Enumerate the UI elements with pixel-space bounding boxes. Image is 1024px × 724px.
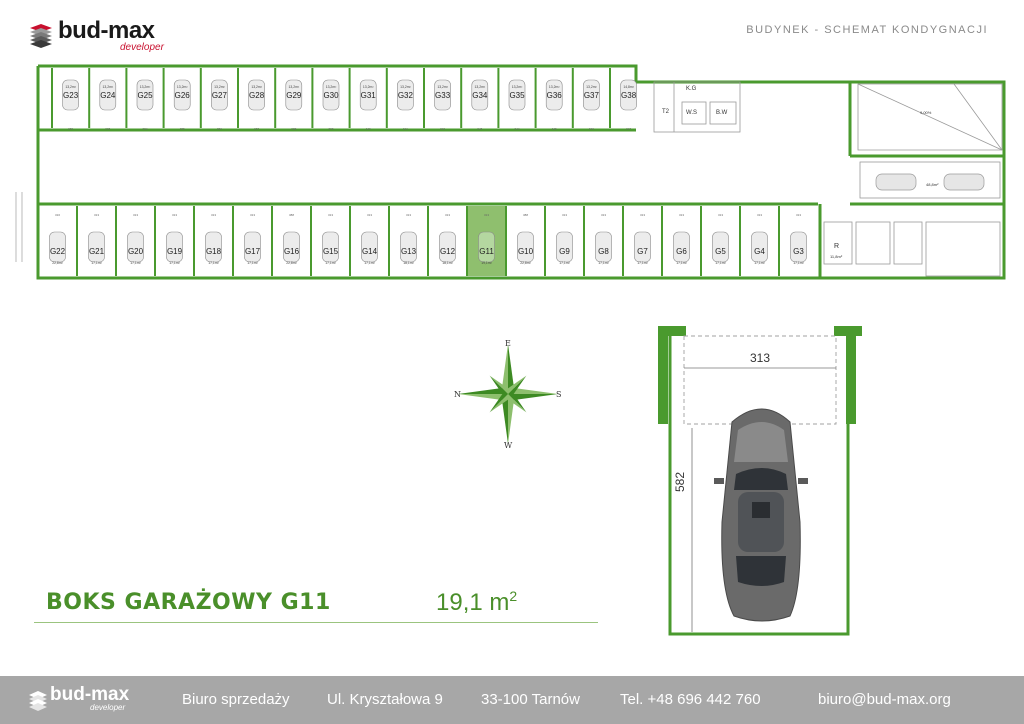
garage-area: 17,1m²: [637, 261, 648, 265]
box-area-value: 19,1 m: [436, 589, 510, 616]
garage-cell-g3: [779, 206, 807, 276]
garage-label: G23: [63, 91, 79, 100]
footer-email[interactable]: biuro@bud-max.org: [818, 691, 951, 708]
garage-area: 17,1m²: [130, 261, 141, 265]
garage-area: 18,1m²: [403, 261, 414, 265]
garage-label: G28: [249, 91, 265, 100]
garage-label: G34: [472, 91, 488, 100]
garage-area: 13,2m²: [362, 85, 374, 89]
garage-cell-g36: [536, 68, 563, 131]
garage-code: 235: [179, 127, 185, 131]
garage-code: 313: [327, 213, 334, 217]
garage-area: 17,1m²: [208, 261, 219, 265]
garage-width-dimension: 313: [749, 351, 771, 365]
garage-cell-g14: [350, 206, 378, 276]
footer-brand-name: bud-max: [50, 684, 130, 705]
garage-cell-g38: [610, 68, 637, 131]
garage-code: 244: [514, 127, 520, 131]
garage-cell-g7: [623, 206, 651, 276]
garage-area: 13,2m²: [65, 85, 76, 89]
garage-area: 13,2m²: [139, 85, 151, 89]
garage-code: 247: [626, 127, 632, 131]
compass-label-w: W: [504, 441, 513, 450]
garage-area: 17,1m²: [91, 261, 102, 265]
garage-code: 313: [444, 213, 451, 217]
garage-cell-g35: [498, 68, 525, 131]
garage-label: G8: [598, 247, 609, 256]
garage-code: 388: [522, 213, 529, 217]
garage-label: G22: [49, 247, 66, 256]
garage-cell-g20: [116, 206, 144, 276]
garage-label: G27: [211, 91, 227, 100]
garage-length-dimension: 582: [673, 471, 687, 493]
garage-area: 17,1m²: [559, 261, 570, 265]
room-r: R: [834, 243, 840, 250]
garage-area: 17,1m²: [754, 261, 765, 265]
garage-cell-g15: [311, 206, 339, 276]
garage-cell-g28: [238, 68, 265, 131]
garage-label: G21: [88, 247, 105, 256]
garage-cell-g22: [38, 206, 66, 276]
compass-label-e: E: [505, 339, 511, 348]
garage-cell-g17: [233, 206, 261, 276]
car-top-view-icon: [714, 409, 808, 621]
garage-cell-g16: [272, 206, 300, 276]
garage-label: G29: [286, 91, 302, 100]
garage-label: G13: [400, 247, 417, 256]
garage-cell-g26: [164, 68, 191, 131]
garage-label: G38: [621, 91, 637, 100]
garage-label: G15: [322, 247, 339, 256]
garage-code: 313: [600, 213, 607, 217]
garage-cell-g13: [389, 206, 417, 276]
floor-plan: [14, 62, 1006, 284]
garage-cell-g30: [312, 68, 339, 131]
garage-area: 17,1m²: [676, 261, 687, 265]
box-area: [436, 588, 517, 617]
garage-area: 17,1m²: [715, 261, 726, 265]
garage-area: 13,2m²: [474, 85, 486, 89]
footer-street: Ul. Kryształowa 9: [327, 691, 443, 708]
garage-code: 243: [477, 127, 483, 131]
garage-cell-g21: [77, 206, 105, 276]
page-header-title: BUDYNEK - SCHEMAT KONDYGNACJI: [746, 24, 988, 36]
garage-label: G24: [100, 91, 116, 100]
garage-code: 313: [132, 213, 139, 217]
room-t2: T2: [662, 109, 670, 115]
garage-cell-g8: [584, 206, 612, 276]
garage-code: 313: [405, 213, 412, 217]
room-ws: W.S: [686, 110, 698, 116]
garage-area: 18,1m²: [442, 261, 453, 265]
garage-code: 246: [588, 127, 594, 131]
garage-area: 17,1m²: [169, 261, 180, 265]
garage-cell-g23: [52, 68, 79, 131]
garage-cell-g19: [155, 206, 183, 276]
garage-code: 313: [561, 213, 568, 217]
box-title: BOKS GARAŻOWY G11: [46, 590, 331, 615]
garage-cell-g33: [424, 68, 451, 131]
garage-code: 313: [93, 213, 100, 217]
garage-area: 13,2m²: [511, 85, 523, 89]
garage-detail-plan: [652, 322, 866, 640]
garage-area: 14,8m²: [623, 85, 634, 89]
garage-label: G6: [676, 247, 687, 256]
garage-area: 17,1m²: [793, 261, 804, 265]
garage-label: G5: [715, 247, 726, 256]
garage-area: 17,1m²: [247, 261, 258, 265]
brand-logo: [28, 17, 178, 54]
compass-label-n: N: [454, 390, 461, 399]
footer-logo-mark-icon: [28, 690, 48, 712]
garage-code: 313: [366, 213, 373, 217]
right-garage-area: 48,8m²: [926, 182, 939, 187]
garage-area: 22,8m²: [520, 261, 531, 265]
garage-cell-g37: [573, 68, 600, 131]
garage-area: 13,2m²: [400, 85, 411, 89]
garage-cell-g24: [89, 68, 116, 131]
garage-area: 13,2m²: [586, 85, 597, 89]
garage-area: 17,1m²: [364, 261, 375, 265]
garage-code: 245: [551, 127, 557, 131]
box-area-unit-sup: 2: [509, 588, 518, 604]
garage-label: G25: [137, 91, 153, 100]
garage-cell-g27: [201, 68, 228, 131]
garage-label: G11: [479, 247, 494, 256]
garage-area: 13,2m²: [251, 85, 262, 89]
garage-label: G20: [127, 247, 144, 256]
garage-code: 240: [365, 127, 371, 131]
footer-logo: [28, 686, 138, 716]
garage-code: 242: [440, 127, 446, 131]
garage-label: G32: [397, 91, 413, 100]
footer-sales-office: Biuro sprzedaży: [182, 691, 290, 708]
room-kg: K.G: [686, 86, 697, 92]
garage-label: G31: [360, 91, 376, 100]
footer-city: 33-100 Tarnów: [481, 691, 580, 708]
garage-code: 313: [678, 213, 685, 217]
garage-code: 316: [54, 213, 61, 217]
garage-code: 232: [68, 127, 74, 131]
garage-label: G10: [517, 247, 534, 256]
garage-label: G37: [583, 91, 599, 100]
garage-area: 17,1m²: [598, 261, 609, 265]
garage-label: G35: [509, 91, 525, 100]
garage-cell-g34: [461, 68, 488, 131]
brand-name: bud-max: [58, 17, 155, 44]
garage-cell-g10: [506, 206, 534, 276]
room-r-area: 11,8m²: [830, 254, 843, 259]
garage-label: G17: [244, 247, 261, 256]
garage-code: 313: [249, 213, 256, 217]
garage-label: G7: [637, 247, 648, 256]
garage-cell-g12: [428, 206, 456, 276]
garage-cell-g4: [740, 206, 768, 276]
garage-cell-g32: [387, 68, 414, 131]
garage-label: G33: [435, 91, 451, 100]
garage-code: 313: [717, 213, 724, 217]
room-bw: B.W: [716, 110, 728, 116]
garage-area: 22,8m²: [52, 261, 63, 265]
garage-code: 238: [291, 127, 297, 131]
garage-cell-g11: [467, 206, 506, 276]
garage-code: 388: [288, 213, 295, 217]
brand-tagline: developer: [120, 42, 164, 53]
compass-label-s: S: [556, 390, 562, 399]
garage-cell-g29: [275, 68, 302, 131]
garage-cell-g6: [662, 206, 690, 276]
garage-area: 13,2m²: [214, 85, 225, 89]
garage-area: 13,2m²: [176, 85, 188, 89]
garage-area: 22,8m²: [286, 261, 297, 265]
garage-label: G12: [439, 247, 456, 256]
garage-code: 236: [216, 127, 222, 131]
compass-rose-icon: [452, 338, 564, 450]
garage-area: 13,2m²: [288, 85, 300, 89]
garage-cell-g5: [701, 206, 729, 276]
footer: [0, 676, 1024, 724]
footer-brand-tagline: developer: [90, 703, 126, 712]
garage-label: G16: [283, 247, 300, 256]
garage-code: 241: [402, 127, 408, 131]
garage-code: 234: [142, 127, 148, 131]
footer-phone[interactable]: Tel. +48 696 442 760: [620, 691, 761, 708]
garage-cell-g18: [194, 206, 222, 276]
garage-area: 13,2m²: [548, 85, 560, 89]
logo-mark-icon: [28, 22, 54, 50]
garage-code: 233: [105, 127, 111, 131]
box-title-row: [34, 588, 598, 623]
garage-cell-g9: [545, 206, 573, 276]
garage-code: 313: [171, 213, 178, 217]
garage-code: 237: [254, 127, 260, 131]
garage-label: G26: [174, 91, 190, 100]
garage-code: 313: [483, 213, 490, 217]
garage-label: G4: [754, 247, 765, 256]
ramp-slope: 9,00%: [920, 110, 932, 115]
garage-code: 313: [795, 213, 802, 217]
garage-label: G36: [546, 91, 562, 100]
garage-label: G19: [166, 247, 183, 256]
garage-label: G18: [205, 247, 222, 256]
garage-code: 313: [210, 213, 217, 217]
garage-area: 13,2m²: [437, 85, 448, 89]
garage-area: 19,1m²: [481, 261, 492, 265]
garage-cell-g25: [126, 68, 153, 131]
garage-label: G14: [361, 247, 378, 256]
garage-area: 13,2m²: [102, 85, 114, 89]
garage-label: G30: [323, 91, 339, 100]
garage-label: G9: [559, 247, 570, 256]
garage-code: 313: [756, 213, 763, 217]
garage-cell-g31: [350, 68, 377, 131]
garage-code: 239: [328, 127, 334, 131]
garage-area: 17,1m²: [325, 261, 336, 265]
garage-area: 13,2m²: [325, 85, 337, 89]
garage-label: G3: [793, 247, 804, 256]
garage-code: 313: [639, 213, 646, 217]
